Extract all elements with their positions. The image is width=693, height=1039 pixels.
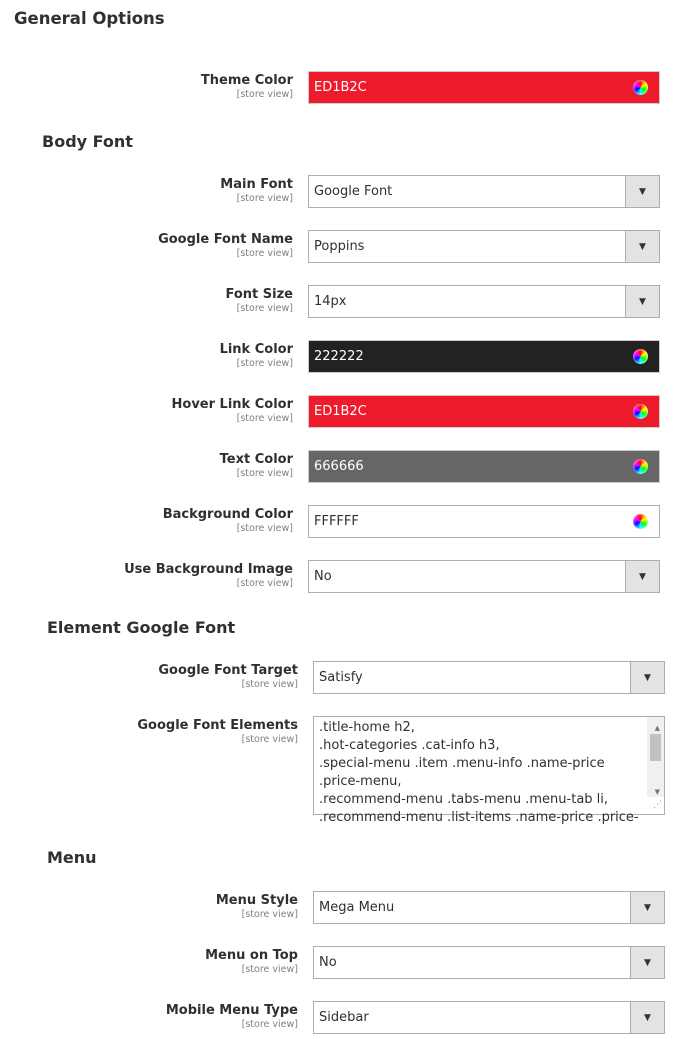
chevron-down-icon[interactable]: ▼ bbox=[630, 662, 664, 693]
theme-color-input[interactable] bbox=[308, 71, 660, 104]
body-font-heading: Body Font bbox=[42, 132, 133, 151]
color-value: 222222 bbox=[314, 349, 364, 364]
field-label: Mobile Menu Type bbox=[165, 1003, 298, 1018]
color-picker-icon[interactable] bbox=[633, 514, 648, 529]
select-value: 14px bbox=[314, 294, 347, 309]
background-color-input[interactable] bbox=[308, 505, 660, 538]
field-label: Google Font Name bbox=[158, 232, 293, 247]
menu-style-select[interactable] bbox=[313, 891, 665, 924]
field-label: Font Size bbox=[225, 287, 293, 302]
scope-label: [store view] bbox=[241, 964, 298, 975]
scope-label: [store view] bbox=[236, 468, 293, 479]
color-value: ED1B2C bbox=[314, 80, 367, 95]
chevron-down-icon[interactable]: ▼ bbox=[630, 1002, 664, 1033]
select-value: Satisfy bbox=[319, 670, 363, 685]
field-label: Background Color bbox=[162, 507, 293, 522]
select-value: No bbox=[319, 955, 337, 970]
scope-label: [store view] bbox=[241, 679, 298, 690]
scope-label: [store view] bbox=[241, 909, 298, 920]
field-label: Theme Color bbox=[200, 73, 293, 88]
field-label: Menu on Top bbox=[205, 948, 298, 963]
resize-grip-icon[interactable]: ⋰ bbox=[653, 800, 662, 810]
link-color-input[interactable] bbox=[308, 340, 660, 373]
color-value: ED1B2C bbox=[314, 404, 367, 419]
field-label: Main Font bbox=[220, 177, 293, 192]
select-value: No bbox=[314, 569, 332, 584]
scope-label: [store view] bbox=[236, 578, 293, 589]
scope-label: [store view] bbox=[236, 358, 293, 369]
hover-link-color-input[interactable] bbox=[308, 395, 660, 428]
field-label: Use Background Image bbox=[124, 562, 293, 577]
scope-label: [store view] bbox=[236, 303, 293, 314]
chevron-down-icon[interactable]: ▼ bbox=[630, 892, 664, 923]
color-picker-icon[interactable] bbox=[633, 349, 648, 364]
color-picker-icon[interactable] bbox=[633, 459, 648, 474]
textarea-value: .title-home h2, .hot-categories .cat-info h3, .special-menu .item .menu-info .name-price .price-menu, .recommend-menu .tabs-menu .menu-tab li, .recommend-menu .list-items .name-price .price- bbox=[319, 720, 639, 825]
field-label: Google Font Elements bbox=[137, 718, 298, 733]
field-label: Google Font Target bbox=[158, 663, 298, 678]
chevron-down-icon[interactable]: ▼ bbox=[630, 947, 664, 978]
mobile-menu-type-select[interactable] bbox=[313, 1001, 665, 1034]
field-label: Hover Link Color bbox=[171, 397, 293, 412]
scope-label: [store view] bbox=[236, 523, 293, 534]
section-title: General Options bbox=[14, 9, 165, 28]
scroll-up-icon[interactable]: ▲ bbox=[654, 724, 660, 732]
use-background-image-select[interactable] bbox=[308, 560, 660, 593]
menu-heading: Menu bbox=[47, 848, 97, 867]
chevron-down-icon[interactable]: ▼ bbox=[625, 176, 659, 207]
scrollbar-thumb[interactable] bbox=[650, 734, 661, 761]
color-picker-icon[interactable] bbox=[633, 80, 648, 95]
chevron-down-icon[interactable]: ▼ bbox=[625, 286, 659, 317]
color-value: FFFFFF bbox=[314, 514, 359, 529]
google-font-elements-textarea[interactable] bbox=[313, 716, 665, 825]
scroll-down-icon[interactable]: ▼ bbox=[654, 788, 660, 796]
google-font-name-select[interactable] bbox=[308, 230, 660, 263]
select-value: Sidebar bbox=[319, 1010, 369, 1025]
main-font-select[interactable] bbox=[308, 175, 660, 208]
select-value: Google Font bbox=[314, 184, 393, 199]
chevron-down-icon[interactable]: ▼ bbox=[625, 561, 659, 592]
scope-label: [store view] bbox=[236, 413, 293, 424]
scope-label: [store view] bbox=[236, 193, 293, 204]
scope-label: [store view] bbox=[236, 89, 293, 100]
menu-on-top-select[interactable] bbox=[313, 946, 665, 979]
scope-label: [store view] bbox=[241, 1019, 298, 1030]
select-value: Poppins bbox=[314, 239, 365, 254]
google-font-target-select[interactable] bbox=[313, 661, 665, 694]
scope-label: [store view] bbox=[241, 734, 298, 745]
color-value: 666666 bbox=[314, 459, 364, 474]
font-size-select[interactable] bbox=[308, 285, 660, 318]
text-color-input[interactable] bbox=[308, 450, 660, 483]
field-label: Link Color bbox=[219, 342, 293, 357]
field-label: Text Color bbox=[219, 452, 293, 467]
field-label: Menu Style bbox=[215, 893, 298, 908]
chevron-down-icon[interactable]: ▼ bbox=[625, 231, 659, 262]
scope-label: [store view] bbox=[236, 248, 293, 259]
select-value: Mega Menu bbox=[319, 900, 395, 915]
color-picker-icon[interactable] bbox=[633, 404, 648, 419]
element-font-heading: Element Google Font bbox=[47, 618, 236, 637]
